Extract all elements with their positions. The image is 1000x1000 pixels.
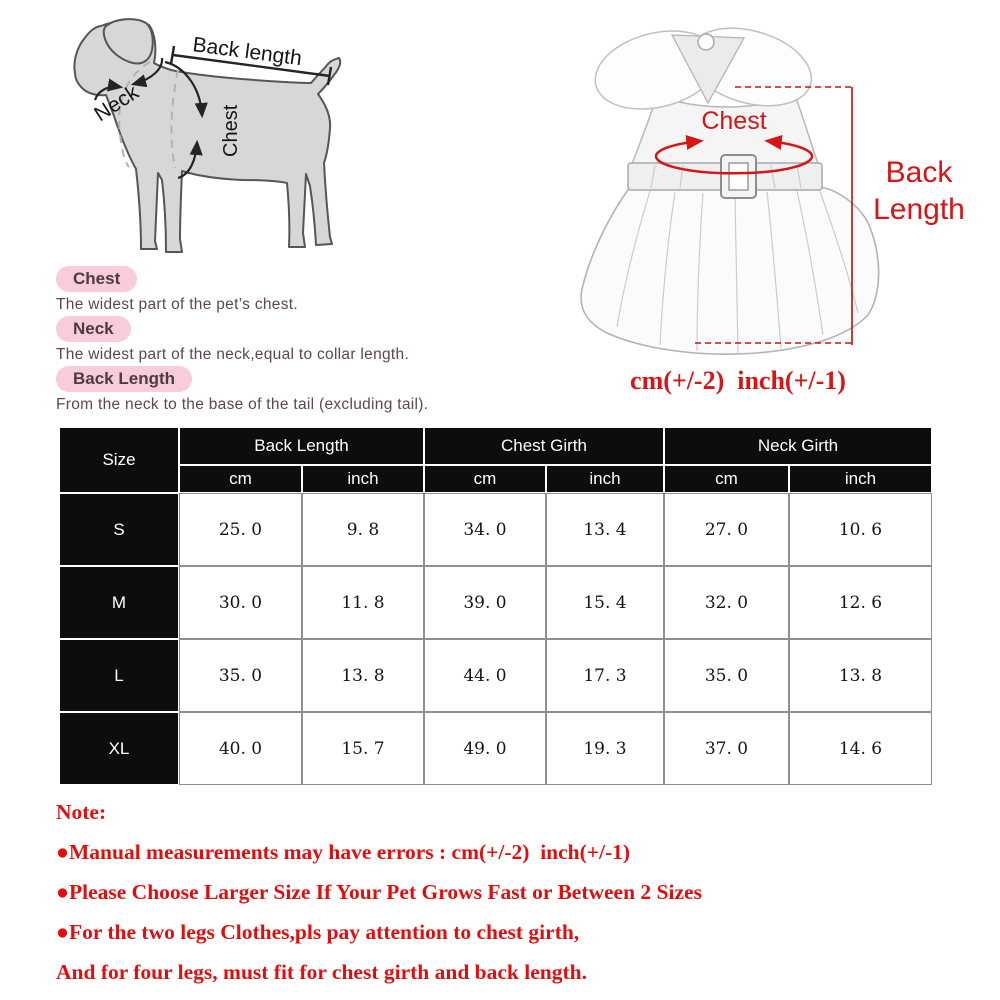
value-cell: 10. 6	[790, 494, 931, 565]
definition-chest	[56, 266, 298, 314]
unit-header: inch	[790, 466, 931, 492]
belt-buckle-inner	[729, 163, 748, 190]
dog-chest-label: Chest	[220, 104, 242, 157]
back-length-term-pill: Back Length	[56, 366, 192, 392]
value-cell: 32. 0	[665, 567, 788, 638]
value-cell: 40. 0	[180, 713, 301, 784]
note-line: ●Manual measurements may have errors : cm(+/-2) inch(+/-1)	[56, 840, 631, 864]
tolerance-label: cm(+/-2) inch(+/-1)	[630, 366, 846, 395]
value-cell: 15. 7	[303, 713, 423, 784]
note-line: ●For the two legs Clothes,pls pay attention to chest girth,	[56, 920, 580, 944]
size-table	[60, 428, 931, 784]
value-cell: 27. 0	[665, 494, 788, 565]
collar-button	[698, 34, 714, 50]
notes-section	[56, 792, 976, 992]
chest-girth-group-header: Chest Girth	[425, 428, 663, 464]
value-cell: 25. 0	[180, 494, 301, 565]
definition-neck	[56, 316, 409, 364]
size-column-header: Size	[60, 428, 178, 492]
value-cell: 30. 0	[180, 567, 301, 638]
value-cell: 14. 6	[790, 713, 931, 784]
size-cell-m: M	[60, 567, 178, 638]
size-cell-xl: XL	[60, 713, 178, 784]
neck-definition-text: The widest part of the neck,equal to collar length.	[56, 346, 410, 363]
neck-term-pill: Neck	[56, 316, 131, 342]
size-cell-s: S	[60, 494, 178, 565]
value-cell: 11. 8	[303, 567, 423, 638]
value-cell: 34. 0	[425, 494, 545, 565]
dog-neck-label: Neck	[90, 80, 143, 127]
value-cell: 9. 8	[303, 494, 423, 565]
unit-header: cm	[180, 466, 301, 492]
dog-back-length-label: Back length	[191, 33, 304, 71]
chest-definition-text: The widest part of the pet’s chest.	[56, 296, 298, 313]
dog-measurement-diagram	[40, 12, 352, 257]
value-cell: 13. 8	[790, 640, 931, 711]
back-length-group-header: Back Length	[180, 428, 423, 464]
unit-header: cm	[665, 466, 788, 492]
back-length-definition-text: From the neck to the base of the tail (excluding tail).	[56, 396, 429, 413]
note-line: And for four legs, must fit for chest girth and back length.	[56, 960, 587, 984]
value-cell: 19. 3	[547, 713, 663, 784]
value-cell: 13. 4	[547, 494, 663, 565]
value-cell: 12. 6	[790, 567, 931, 638]
value-cell: 44. 0	[425, 640, 545, 711]
value-cell: 35. 0	[180, 640, 301, 711]
size-cell-l: L	[60, 640, 178, 711]
value-cell: 15. 4	[547, 567, 663, 638]
note-line: ●Please Choose Larger Size If Your Pet Grows Fast or Between 2 Sizes	[56, 880, 702, 904]
chest-term-pill: Chest	[56, 266, 137, 292]
notes-title: Note:	[56, 800, 107, 824]
unit-header: cm	[425, 466, 545, 492]
value-cell: 39. 0	[425, 567, 545, 638]
definition-back-length	[56, 366, 428, 414]
unit-header: inch	[547, 466, 663, 492]
value-cell: 49. 0	[425, 713, 545, 784]
neck-girth-group-header: Neck Girth	[665, 428, 931, 464]
value-cell: 13. 8	[303, 640, 423, 711]
value-cell: 17. 3	[547, 640, 663, 711]
value-cell: 37. 0	[665, 713, 788, 784]
dress-skirt	[581, 187, 879, 354]
unit-header: inch	[303, 466, 423, 492]
dress-back-length-label: Back Length	[873, 156, 965, 226]
dress-chest-label: Chest	[701, 107, 767, 135]
value-cell: 35. 0	[665, 640, 788, 711]
